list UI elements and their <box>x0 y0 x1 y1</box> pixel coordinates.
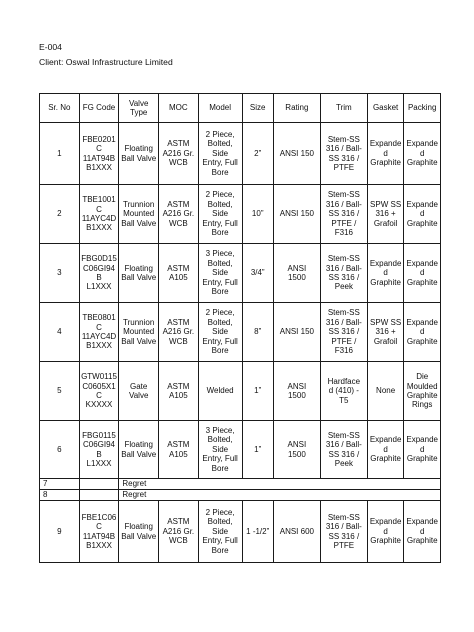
cell-rating: ANSI 150 <box>273 185 320 244</box>
cell-fg-code: TBE1001C 11AYC4D B1XXX <box>79 185 119 244</box>
col-header-valve-type: Valve Type <box>119 94 159 123</box>
cell-fg-code <box>79 479 119 490</box>
cell-trim: Stem-SS 316 / Ball- SS 316 / PTFE <box>320 123 367 185</box>
cell-sr-no: 6 <box>40 421 80 479</box>
col-header-model: Model <box>198 94 242 123</box>
cell-gasket: Expanded Graphite <box>367 123 404 185</box>
cell-valve-type: Floating Ball Valve <box>119 123 159 185</box>
cell-gasket: None <box>367 362 404 421</box>
cell-fg-code: GTW0115 C0605X1C KXXXX <box>79 362 119 421</box>
cell-gasket: SPW SS 316 + Grafoil <box>367 303 404 362</box>
cell-packing: Expanded Graphite <box>404 421 441 479</box>
cell-rating: ANSI 150 <box>273 303 320 362</box>
cell-fg-code: FBE1C06C 11AT94B B1XXX <box>79 501 119 563</box>
cell-valve-type: Floating Ball Valve <box>119 421 159 479</box>
table-header-row <box>40 94 441 123</box>
cell-sr-no: 3 <box>40 244 80 303</box>
table-row <box>40 421 441 479</box>
cell-size: 10” <box>242 185 273 244</box>
cell-fg-code <box>79 490 119 501</box>
cell-sr-no: 7 <box>40 479 80 490</box>
cell-gasket: Expanded Graphite <box>367 244 404 303</box>
client-name: Client: Oswal Infrastructure Limited <box>39 57 173 67</box>
cell-trim: Stem-SS 316 / Ball- SS 316 / PTFE <box>320 501 367 563</box>
col-header-sr-no: Sr. No <box>40 94 80 123</box>
cell-fg-code: FBG0D15 C06GI94B L1XXX <box>79 244 119 303</box>
cell-packing: Expanded Graphite <box>404 185 441 244</box>
cell-sr-no: 2 <box>40 185 80 244</box>
table-row <box>40 490 441 501</box>
cell-moc: ASTM A105 <box>159 244 199 303</box>
cell-sr-no: 8 <box>40 490 80 501</box>
cell-size: 3/4” <box>242 244 273 303</box>
cell-trim: Stem-SS 316 / Ball- SS 316 / PTFE / F316 <box>320 303 367 362</box>
cell-sr-no: 1 <box>40 123 80 185</box>
table-row <box>40 362 441 421</box>
col-header-fg-code: FG Code <box>79 94 119 123</box>
cell-model: 2 Piece, Bolted, Side Entry, Full Bore <box>198 123 242 185</box>
cell-fg-code: FBG0115 C06GI94B L1XXX <box>79 421 119 479</box>
cell-sr-no: 5 <box>40 362 80 421</box>
cell-packing: Expanded Graphite <box>404 123 441 185</box>
table-row <box>40 303 441 362</box>
cell-trim: Stem-SS 316 / Ball- SS 316 / PTFE / F316 <box>320 185 367 244</box>
table-row <box>40 479 441 490</box>
cell-valve-type: Floating Ball Valve <box>119 244 159 303</box>
col-header-trim: Trim <box>320 94 367 123</box>
document-number: E-004 <box>39 42 62 52</box>
cell-size: 1” <box>242 362 273 421</box>
cell-rating: ANSI 1500 <box>273 421 320 479</box>
cell-regret: Regret <box>119 490 441 501</box>
cell-moc: ASTM A216 Gr. WCB <box>159 123 199 185</box>
cell-sr-no: 4 <box>40 303 80 362</box>
cell-model: 2 Piece, Bolted, Side Entry, Full Bore <box>198 303 242 362</box>
cell-gasket: Expanded Graphite <box>367 501 404 563</box>
table-row <box>40 244 441 303</box>
cell-rating: ANSI 150 <box>273 123 320 185</box>
col-header-gasket: Gasket <box>367 94 404 123</box>
table-row <box>40 501 441 563</box>
cell-trim: Hardface d (410) - T5 <box>320 362 367 421</box>
col-header-size: Size <box>242 94 273 123</box>
cell-model: 2 Piece, Bolted, Side Entry, Full Bore <box>198 501 242 563</box>
cell-size: 8” <box>242 303 273 362</box>
cell-moc: ASTM A105 <box>159 362 199 421</box>
col-header-packing: Packing <box>404 94 441 123</box>
cell-rating: ANSI 600 <box>273 501 320 563</box>
cell-size: 1” <box>242 421 273 479</box>
cell-valve-type: Floating Ball Valve <box>119 501 159 563</box>
cell-valve-type: Gate Valve <box>119 362 159 421</box>
cell-gasket: Expanded Graphite <box>367 421 404 479</box>
col-header-rating: Rating <box>273 94 320 123</box>
cell-fg-code: TBE0801C 11AYC4D B1XXX <box>79 303 119 362</box>
cell-fg-code: FBE0201C 11AT94B B1XXX <box>79 123 119 185</box>
cell-trim: Stem-SS 316 / Ball- SS 316 / Peek <box>320 244 367 303</box>
cell-model: 3 Piece, Bolted, Side Entry, Full Bore <box>198 244 242 303</box>
cell-size: 2” <box>242 123 273 185</box>
cell-moc: ASTM A105 <box>159 421 199 479</box>
table-row <box>40 123 441 185</box>
cell-regret: Regret <box>119 479 441 490</box>
cell-rating: ANSI 1500 <box>273 244 320 303</box>
cell-rating: ANSI 1500 <box>273 362 320 421</box>
cell-packing: Expanded Graphite <box>404 303 441 362</box>
cell-packing: Die Moulded Graphite Rings <box>404 362 441 421</box>
cell-model: 3 Piece, Bolted, Side Entry, Full Bore <box>198 421 242 479</box>
cell-packing: Expanded Graphite <box>404 244 441 303</box>
cell-model: Welded <box>198 362 242 421</box>
cell-trim: Stem-SS 316 / Ball- SS 316 / Peek <box>320 421 367 479</box>
cell-sr-no: 9 <box>40 501 80 563</box>
valve-spec-table <box>39 93 441 563</box>
cell-moc: ASTM A216 Gr. WCB <box>159 501 199 563</box>
table-row <box>40 185 441 244</box>
cell-model: 2 Piece, Bolted, Side Entry, Full Bore <box>198 185 242 244</box>
cell-packing: Expanded Graphite <box>404 501 441 563</box>
cell-size: 1 -1/2” <box>242 501 273 563</box>
col-header-moc: MOC <box>159 94 199 123</box>
cell-valve-type: Trunnion Mounted Ball Valve <box>119 303 159 362</box>
cell-valve-type: Trunnion Mounted Ball Valve <box>119 185 159 244</box>
cell-moc: ASTM A216 Gr. WCB <box>159 185 199 244</box>
cell-gasket: SPW SS 316 + Grafoil <box>367 185 404 244</box>
cell-moc: ASTM A216 Gr. WCB <box>159 303 199 362</box>
